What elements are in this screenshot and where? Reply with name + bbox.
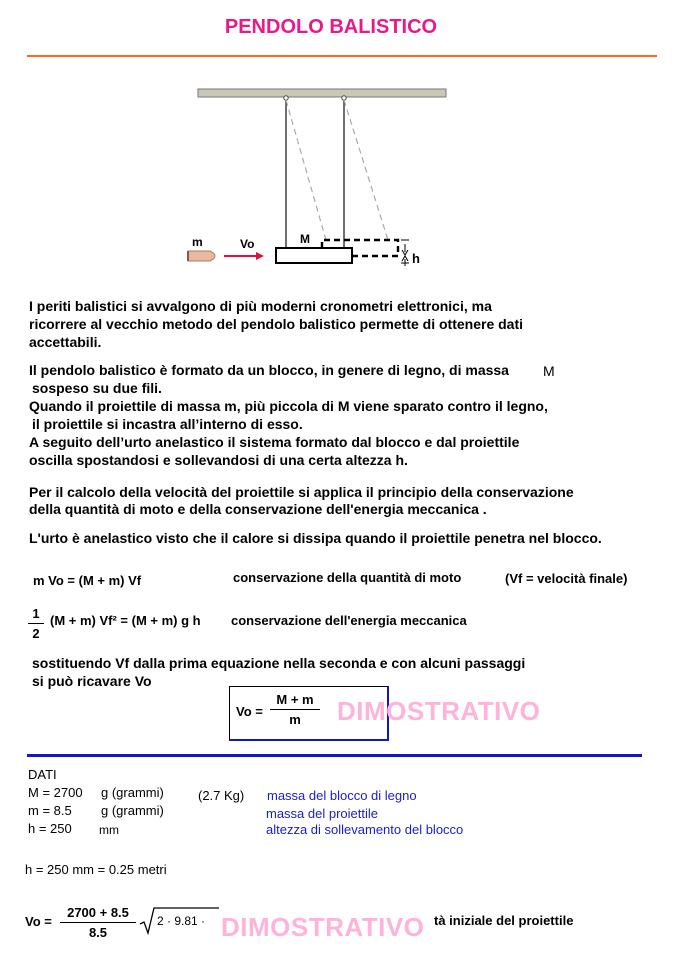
final-lhs: Vo = xyxy=(25,914,52,929)
p2-line6: oscilla spostandosi e sollevandosi di una certa altezza h. xyxy=(29,452,408,468)
vo-num: M + m xyxy=(276,692,314,707)
label-m: m xyxy=(192,235,203,249)
final-tail: tà iniziale del proiettile xyxy=(434,913,574,928)
dati-row-m-unit: g (grammi) xyxy=(101,803,164,818)
eq2-desc: conservazione dell'energia meccanica xyxy=(231,613,467,628)
dati-row-M-name: M = 2700 xyxy=(28,785,83,800)
pendulum-block xyxy=(276,248,352,263)
p2-line5: A seguito dell’urto anelastico il sistema formato dal blocco e dal proiettile xyxy=(29,434,520,450)
label-M: M xyxy=(300,232,310,246)
dati-row-m-name: m = 8.5 xyxy=(28,803,72,818)
eq2-body: (M + m) Vf² = (M + m) g h xyxy=(50,613,201,628)
eq2-num: 1 xyxy=(32,606,40,621)
ceiling-bar xyxy=(198,89,446,97)
p3-line2: della quantità di moto e della conservazione dell'energia meccanica . xyxy=(29,501,487,517)
title-divider xyxy=(27,55,657,57)
final-num: 2700 + 8.5 xyxy=(67,905,129,920)
subst-line2: si può ricavare Vo xyxy=(32,673,152,689)
p2-line3: Quando il proiettile di massa m, più piccola di M viene sparato contro il legno, xyxy=(29,398,548,414)
final-fraction xyxy=(60,905,136,940)
label-h: h xyxy=(412,251,420,266)
dati-row-M-unit: g (grammi) xyxy=(101,785,164,800)
eq1: m Vo = (M + m) Vf xyxy=(33,573,142,588)
vo-fraction xyxy=(270,692,320,727)
p2-line4: il proiettile si incastra all’interno di esso. xyxy=(32,416,303,432)
final-root: 2 · 9.81 · xyxy=(157,914,206,928)
bullet-icon xyxy=(188,251,215,261)
dati-row-h-name: h = 250 xyxy=(28,821,72,836)
vo-lhs: Vo = xyxy=(236,704,263,719)
dati-row-m-desc: massa del proiettile xyxy=(266,806,378,821)
p2-mass-M: M xyxy=(543,363,555,379)
h-conversion: h = 250 mm = 0.25 metri xyxy=(25,862,167,877)
watermark-2: DIMOSTRATIVO xyxy=(221,912,425,942)
eq1-note: (Vf = velocità finale) xyxy=(505,571,628,586)
section-divider xyxy=(27,754,642,757)
p2-line1: Il pendolo balistico è formato da un blocco, in genere di legno, di massa xyxy=(29,362,509,378)
p4-line: L'urto è anelastico visto che il calore si dissipa quando il proiettile penetra nel blocco. xyxy=(29,530,602,546)
page-title: PENDOLO BALISTICO xyxy=(224,16,438,38)
vo-den: m xyxy=(289,712,301,727)
dati-row-h-desc: altezza di sollevamento del blocco xyxy=(266,822,464,837)
dati-heading: DATI xyxy=(28,767,57,782)
watermark-1: DIMOSTRATIVO xyxy=(337,696,541,726)
pendulum-diagram xyxy=(180,84,460,274)
eq1-desc: conservazione della quantità di moto xyxy=(233,570,462,585)
intro-paragraph: I periti balistici si avvalgono di più moderni cronometri elettronici, ma ricorrere al vecchio metodo del pendolo balistico permette di ottenere dati accettabili. xyxy=(29,298,524,350)
label-vo: Vo xyxy=(240,237,255,251)
subst-line1: sostituendo Vf dalla prima equazione nella seconda e con alcuni passaggi xyxy=(32,655,526,671)
eq2-den: 2 xyxy=(32,626,40,641)
p3-line1: Per il calcolo della velocità del proiettile si applica il principio della conservazione xyxy=(29,484,574,500)
eq2-fraction xyxy=(28,606,44,641)
p2-line2: sospeso su due fili. xyxy=(32,380,162,396)
dati-row-h-unit: mm xyxy=(99,823,119,837)
dati-row-M-desc: massa del blocco di legno xyxy=(267,788,417,803)
dati-row-M-extra: (2.7 Kg) xyxy=(198,788,245,803)
final-den: 8.5 xyxy=(88,925,108,940)
